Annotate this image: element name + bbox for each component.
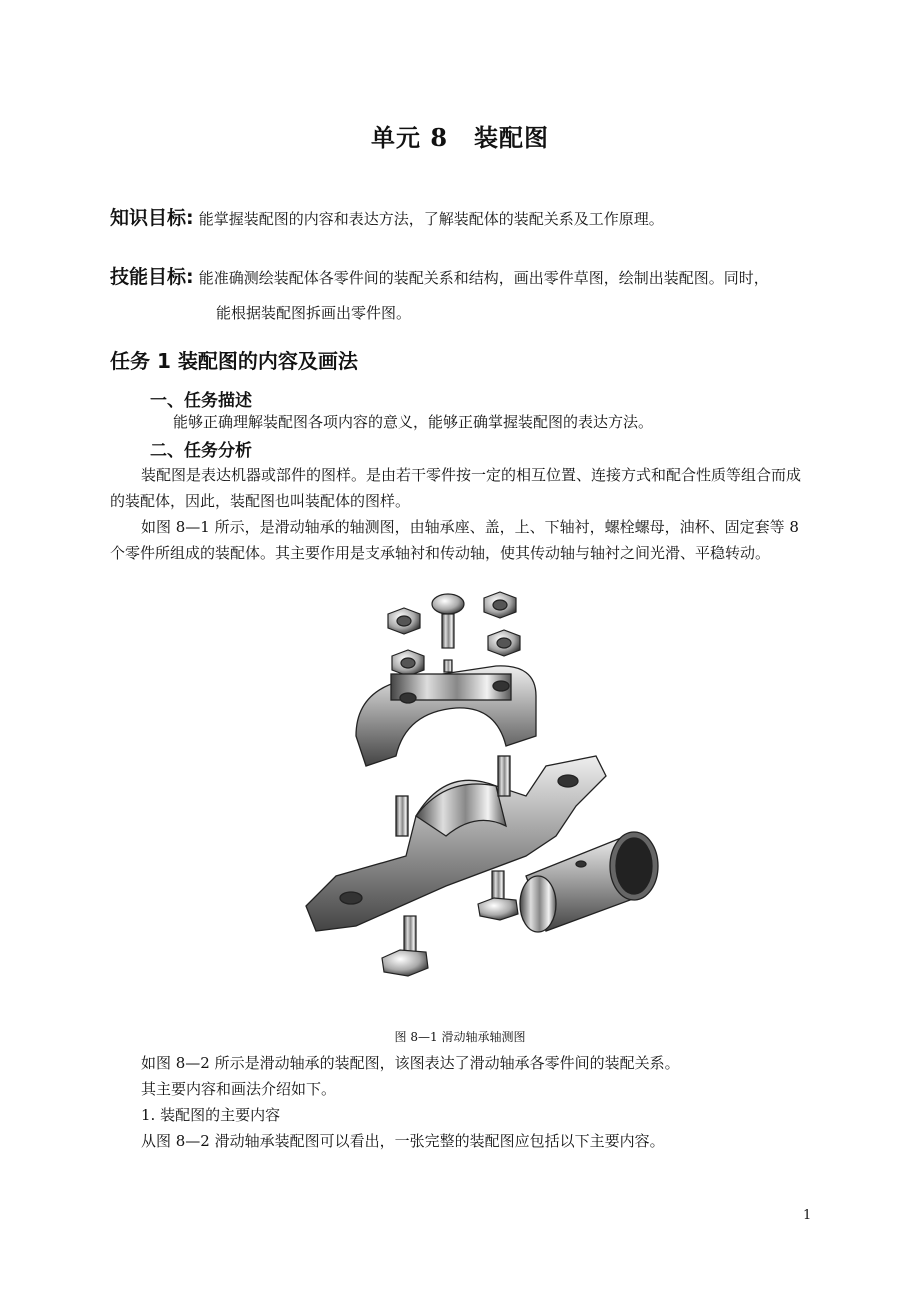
page-title — [0, 118, 920, 153]
figure-caption: 图 8—1 滑动轴承轴测图 — [394, 1030, 526, 1044]
section-heading-main-content: 1. 装配图的主要内容 — [141, 1106, 281, 1124]
skill-goal-label: 技能目标: — [110, 266, 194, 288]
after-line-4: 从图 8—2 滑动轴承装配图可以看出，一张完整的装配图应包括以下主要内容。 — [141, 1132, 665, 1150]
skill-goal — [110, 262, 769, 289]
bearing-cap-icon — [356, 666, 536, 766]
knowledge-goal-text: 能掌握装配图的内容和表达方法，了解装配体的装配关系及工作原理。 — [198, 210, 664, 228]
after-line-1: 如图 8—2 所示是滑动轴承的装配图，该图表达了滑动轴承各零件间的装配关系。 — [141, 1054, 680, 1072]
analysis-paragraph-1: 装配图是表达机器或部件的图样。是由若干零件按一定的相互位置、连接方式和配合性质等组合而成的装配体，因此，装配图也叫装配体的图样。 — [110, 466, 802, 510]
title-unit: 单元 8 — [370, 123, 449, 152]
knowledge-goal-label: 知识目标: — [110, 207, 194, 229]
task1-heading: 任务 1 装配图的内容及画法 — [110, 349, 358, 373]
skill-goal-text-line1: 能准确测绘装配体各零件间的装配关系和结构，画出零件草图，绘制出装配图。同时， — [198, 269, 769, 287]
title-topic: 装配图 — [474, 123, 550, 152]
bushing-icon — [520, 832, 658, 932]
skill-goal-text-line2: 能根据装配图拆画出零件图。 — [216, 304, 412, 322]
sliding-bearing-figure — [296, 586, 666, 986]
oil-cup-icon — [432, 594, 464, 672]
page-number: 1 — [803, 1208, 812, 1223]
sliding-bearing-illustration — [296, 586, 666, 986]
task-description-heading: 一、任务描述 — [150, 391, 252, 411]
task-description-text: 能够正确理解装配图各项内容的意义，能够正确掌握装配图的表达方法。 — [173, 413, 654, 431]
knowledge-goal — [110, 203, 664, 230]
analysis-paragraph-2: 如图 8—1 所示，是滑动轴承的轴测图，由轴承座、盖，上、下轴衬，螺栓螺母，油杯、固定套等 8 个零件所组成的装配体。其主要作用是支承轴衬和传动轴，使其传动轴与轴衬之间光滑、平稳转动。 — [110, 518, 799, 562]
after-line-2: 其主要内容和画法介绍如下。 — [141, 1080, 337, 1098]
task-analysis-heading: 二、任务分析 — [150, 441, 252, 461]
